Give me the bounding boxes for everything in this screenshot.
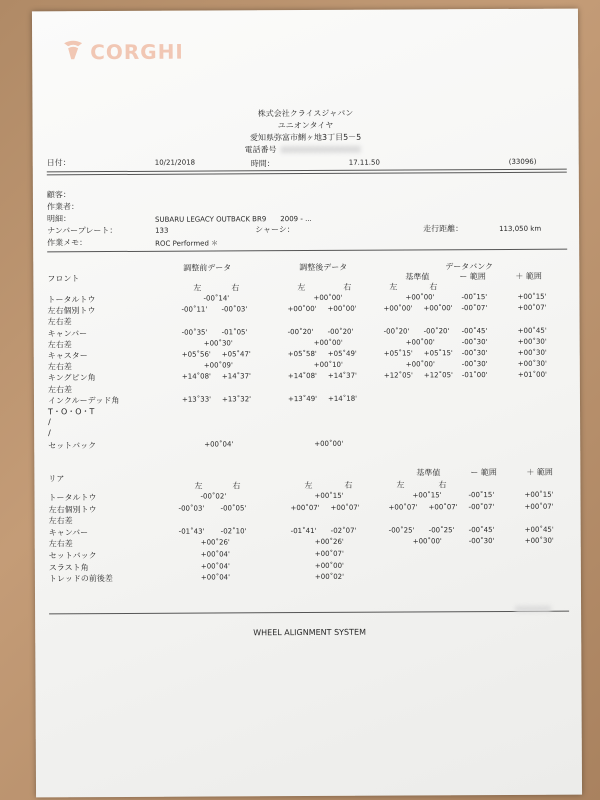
value-std-r: -00˚20' [423, 326, 450, 335]
value-minus: -00˚45' [468, 525, 495, 534]
row-label: 左右個別トウ [47, 306, 96, 316]
value-after-c: +00˚15' [314, 491, 344, 500]
value-std-r: +12˚05' [423, 371, 453, 380]
value-before-l: +13˚33' [181, 395, 212, 404]
time-value: 17.11.50 [348, 158, 380, 167]
value-minus: -01˚00' [461, 371, 488, 380]
value-after-l: -01˚41' [290, 526, 317, 535]
row-label: / [48, 428, 51, 438]
value-plus: +00˚15' [524, 490, 554, 499]
value-after-r: +00˚07' [330, 503, 360, 512]
logo-text: CORGHI [90, 39, 184, 65]
value-after-r: +00˚00' [327, 304, 357, 314]
row-label: トータルトウ [48, 493, 97, 503]
value-after-c: +00˚00' [314, 561, 344, 570]
row-label: 左右差 [48, 516, 73, 526]
row-label: セットバック [48, 440, 97, 450]
mileage-label: 走行距離： [423, 224, 464, 234]
value-after-r: +14˚37' [327, 372, 357, 381]
value-minus: -00˚07' [461, 304, 488, 313]
value-before-l: +14˚08' [181, 372, 211, 382]
value-after-l: +14˚08' [287, 372, 317, 381]
value-before-c: +00˚04' [200, 573, 231, 582]
value-minus: -00˚30' [461, 337, 488, 346]
value-std-l: +05˚15' [383, 349, 413, 358]
chassis-label: シャーシ： [255, 225, 295, 235]
value-before-r: +14˚37' [221, 372, 251, 381]
row-label: 左右差 [47, 384, 72, 394]
rear-section-label: リア [48, 474, 65, 484]
corghi-bird-icon [60, 37, 86, 63]
rear-before-right-header: 右 [232, 481, 241, 491]
date-label: 日付： [46, 158, 71, 168]
row-label: キャンバー [47, 328, 88, 338]
value-after-l: +13˚49' [287, 394, 318, 403]
front-after-right-header: 右 [343, 282, 352, 292]
value-after-c: +00˚00' [314, 439, 344, 448]
record-id: (33096) [508, 157, 537, 166]
plate-label: ナンバープレート： [47, 225, 118, 236]
front-plus-header: ＋ 範囲 [515, 271, 542, 281]
value-before-c: +00˚04' [200, 561, 230, 571]
printout-sheet [32, 9, 582, 798]
front-bank-header: データバンク [445, 262, 494, 272]
value-before-c: -00˚02' [200, 492, 227, 501]
value-plus: +00˚07' [524, 502, 554, 511]
front-after-left-header: 左 [297, 283, 306, 293]
value-std-l: +00˚07' [388, 503, 418, 512]
value-before-l: -01˚43' [178, 527, 205, 536]
value-std-l: -00˚20' [383, 327, 410, 336]
rear-std-header: 基準値 [416, 468, 441, 478]
phone-line [245, 144, 361, 156]
time-label: 時間： [250, 159, 275, 169]
front-before-header: 調整前データ [183, 263, 232, 273]
row-label: 左右個別トウ [48, 504, 97, 514]
value-std-c: +00˚00' [412, 537, 442, 546]
value-after-c: +00˚00' [313, 338, 343, 347]
front-before-right-header: 右 [231, 283, 240, 293]
value-before-r: -02˚10' [220, 527, 247, 536]
footer-redacted [515, 606, 551, 612]
value-std-c: +00˚00' [405, 360, 435, 369]
operator-label: 作業者： [46, 202, 79, 212]
shop-name: ユニオンタイヤ [277, 120, 334, 131]
rear-std-right-header: 右 [438, 480, 447, 490]
divider [47, 249, 567, 253]
value-std-l: +00˚00' [383, 304, 413, 313]
memo-value: ROC Performed ＊ [155, 239, 219, 248]
plate-value: 133 [155, 226, 169, 235]
value-plus: +00˚07' [517, 303, 547, 313]
row-label: T・O・O・T [48, 407, 95, 417]
value-after-l: +05˚58' [287, 349, 317, 359]
value-after-c: +00˚02' [314, 572, 345, 582]
divider [49, 611, 569, 615]
row-label: キャスター [47, 351, 88, 361]
value-before-c: +00˚09' [203, 361, 233, 370]
front-std-header: 基準値 [405, 272, 430, 282]
front-minus-header: ー 範囲 [459, 272, 486, 282]
value-minus: -00˚45' [461, 326, 488, 335]
value-plus: +00˚45' [524, 525, 554, 534]
value-before-r: -00˚05' [220, 503, 247, 513]
front-after-header: 調整後データ [299, 262, 348, 273]
value-after-l: +00˚07' [290, 503, 320, 512]
row-label: トレッドの前後差 [48, 574, 113, 584]
value-before-r: -00˚03' [221, 305, 248, 314]
value-std-r: -00˚25' [428, 526, 455, 535]
rear-after-right-header: 右 [344, 480, 353, 490]
front-section-label: フロント [47, 274, 80, 284]
value-before-c: -00˚14' [203, 294, 230, 303]
value-before-l: +05˚56' [181, 350, 211, 359]
row-label: キャンバー [48, 527, 89, 538]
shop-address: 愛知県弥富市鯏ヶ地3丁目5－5 [249, 132, 362, 143]
value-before-c: +00˚04' [204, 439, 234, 449]
value-before-c: +00˚04' [200, 550, 230, 559]
value-after-c: +00˚00' [313, 293, 343, 302]
value-before-c: +00˚26' [200, 538, 230, 547]
row-label: キングピン角 [47, 373, 96, 383]
value-std-r: +00˚00' [423, 304, 453, 313]
row-label: 左右差 [48, 539, 73, 549]
value-minus: -00˚15' [468, 491, 495, 500]
row-label: 左右差 [47, 317, 72, 327]
value-plus: +00˚30' [517, 337, 547, 346]
rear-before-left-header: 左 [194, 481, 203, 491]
value-minus: -00˚07' [468, 502, 495, 511]
value-plus: +00˚45' [517, 326, 547, 335]
memo-label: 作業メモ： [47, 238, 88, 248]
rear-minus-header: ー 範囲 [470, 468, 497, 478]
value-plus: +00˚30' [517, 359, 547, 369]
date-value: 10/21/2018 [154, 158, 196, 167]
value-plus: +00˚15' [517, 292, 547, 301]
value-after-r: -02˚07' [330, 526, 357, 535]
value-std-c: +00˚00' [405, 293, 435, 302]
value-std-c: +00˚00' [405, 338, 435, 347]
value-after-r: +14˚18' [327, 394, 358, 403]
value-before-c: +00˚30' [203, 339, 233, 348]
value-after-r: +05˚49' [327, 349, 357, 358]
value-before-l: -00˚35' [181, 328, 208, 337]
row-label: / [48, 417, 51, 427]
value-before-r: +05˚47' [221, 350, 251, 359]
value-after-c: +00˚07' [314, 549, 344, 558]
value-std-r: +05˚15' [423, 349, 453, 358]
value-after-r: -00˚20' [327, 327, 354, 336]
value-minus: -00˚30' [461, 360, 488, 369]
front-std-left-header: 左 [389, 282, 398, 292]
value-std-l: +12˚05' [383, 371, 413, 380]
row-label: インクルーデッド角 [47, 395, 120, 406]
phone-label: 電話番号 [244, 145, 277, 155]
value-minus: -00˚30' [468, 537, 495, 546]
value-std-r: +00˚07' [428, 502, 458, 511]
value-std-c: +00˚15' [412, 491, 442, 500]
phone-redacted [281, 146, 361, 153]
value-plus: +01˚00' [517, 371, 547, 380]
value-before-l: -00˚11' [181, 305, 208, 314]
row-label: トータルトウ [47, 295, 96, 305]
value-after-c: +00˚10' [313, 360, 343, 370]
value-before-r: -01˚05' [221, 327, 248, 337]
corghi-logo [60, 35, 184, 66]
value-plus: +00˚30' [524, 537, 554, 546]
rear-std-left-header: 左 [396, 480, 405, 490]
row-label: スラスト角 [48, 562, 89, 572]
rear-after-left-header: 左 [304, 480, 313, 491]
row-label: 左右差 [47, 340, 72, 350]
front-before-left-header: 左 [193, 283, 202, 293]
value-after-c: +00˚26' [314, 538, 344, 547]
divider [47, 172, 567, 176]
row-label: セットバック [48, 551, 97, 561]
details-value: SUBARU LEGACY OUTBACK BR9 2009 - ... [155, 214, 312, 224]
value-minus: -00˚30' [461, 349, 488, 358]
value-before-l: -00˚03' [178, 504, 205, 513]
mileage-value: 113,050 km [499, 224, 542, 233]
value-std-l: -00˚25' [388, 526, 415, 535]
value-minus: -00˚15' [461, 293, 488, 302]
rear-plus-header: ＋ 範囲 [526, 467, 553, 477]
value-before-r: +13˚32' [221, 395, 252, 404]
front-std-right-header: 右 [429, 282, 438, 292]
value-after-l: -00˚20' [287, 327, 314, 336]
footer-title: WHEEL ALIGNMENT SYSTEM [253, 627, 366, 638]
details-label: 明細： [47, 214, 72, 224]
value-plus: +00˚30' [517, 348, 547, 357]
value-after-l: +00˚00' [287, 305, 317, 314]
company-name: 株式会社クライスジャパン [257, 108, 354, 119]
customer-label: 顧客： [46, 190, 71, 200]
row-label: 左右差 [47, 362, 72, 372]
